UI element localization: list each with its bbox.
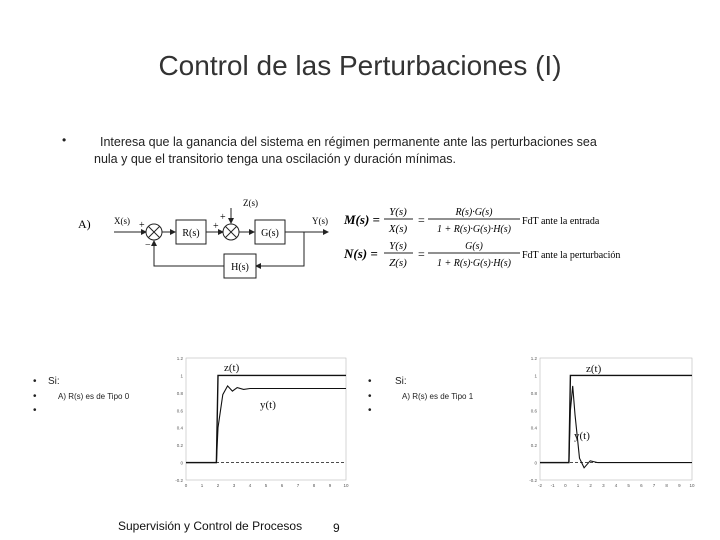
x-tick-label: 7 <box>652 483 656 488</box>
n-equals: = <box>418 247 425 261</box>
plot-frame <box>540 358 692 480</box>
x-tick-label: 3 <box>602 483 605 488</box>
diagram-label: A) <box>78 217 91 231</box>
x-tick-label: 1 <box>200 483 204 488</box>
n-lhs: N(s) = <box>344 246 378 261</box>
disturbance-label: Z(s) <box>243 198 258 208</box>
series-line-yt <box>186 386 346 463</box>
bullet-icon: • <box>33 405 37 416</box>
n-den1: Z(s) <box>389 257 407 269</box>
y-tick-label: 0.6 <box>530 408 537 414</box>
page-number: 9 <box>333 521 340 535</box>
x-tick-label: 1 <box>576 483 580 488</box>
intro-line-1: Interesa que la ganancia del sistema en régimen permanente ante las perturbaciones sea <box>100 135 597 149</box>
x-tick-label: 8 <box>665 483 668 488</box>
n-note: FdT ante la perturbación <box>522 250 621 261</box>
m-lhs: M(s) = <box>344 212 380 227</box>
footer-text: Supervisión y Control de Procesos <box>118 519 303 533</box>
intro-line-2: nula y que el transitorio tenga una oscilación y duración mínimas. <box>94 152 457 166</box>
x-tick-label: 7 <box>296 483 300 488</box>
x-tick-label: -2 <box>537 483 543 488</box>
response-chart-tipo1 <box>516 350 700 490</box>
block-g <box>255 220 285 244</box>
y-tick-label: 1.2 <box>530 356 537 361</box>
x-tick-label: 10 <box>689 483 695 488</box>
svg-text:R(s): R(s) <box>182 228 200 239</box>
block-diagram <box>70 190 340 290</box>
x-tick-label: 0 <box>564 483 567 488</box>
input-label: X(s) <box>114 216 130 226</box>
left-si-label: Si: <box>48 376 60 387</box>
sum1-minus: − <box>145 240 151 251</box>
summing-junction-2 <box>223 224 239 240</box>
plot-frame <box>186 358 346 480</box>
bullet-icon: • <box>368 391 372 402</box>
formula-m <box>343 206 600 235</box>
x-tick-label: 2 <box>216 483 220 488</box>
response-chart-tipo0 <box>168 350 354 490</box>
left-case-label: A) R(s) es de Tipo 0 <box>58 392 130 401</box>
svg-text:G(s): G(s) <box>261 228 279 239</box>
right-si-label: Si: <box>395 376 407 387</box>
block-h <box>224 254 256 278</box>
output-label: Y(s) <box>312 216 328 226</box>
series-line-zt <box>540 375 692 462</box>
series-label: z(t) <box>586 363 602 375</box>
x-tick-label: 5 <box>627 483 630 488</box>
sum2-plus-top: + <box>220 212 226 223</box>
y-tick-label: 0 <box>180 460 183 466</box>
series-label: y(t) <box>260 399 276 411</box>
x-tick-label: 9 <box>678 483 681 488</box>
summing-junction-1 <box>146 224 162 240</box>
m-den1: X(s) <box>388 223 408 235</box>
x-tick-label: 5 <box>264 483 268 488</box>
y-tick-label: -0.2 <box>175 478 183 483</box>
n-den2: 1 + R(s)·G(s)·H(s) <box>437 258 511 269</box>
m-den2: 1 + R(s)·G(s)·H(s) <box>437 224 511 235</box>
y-tick-label: 0.2 <box>530 443 537 449</box>
x-tick-label: 6 <box>280 483 284 488</box>
y-tick-label: 0.8 <box>176 390 183 396</box>
m-num1: Y(s) <box>389 206 407 218</box>
svg-text:H(s): H(s) <box>231 262 249 273</box>
y-tick-label: 1 <box>180 373 183 379</box>
block-r <box>176 220 206 244</box>
transfer-functions <box>340 200 640 276</box>
intro-text <box>94 134 684 168</box>
bullet-icon: • <box>368 376 372 387</box>
bullet-icon: • <box>33 391 37 402</box>
sum2-plus-left: + <box>213 221 219 232</box>
n-num1: Y(s) <box>389 240 407 252</box>
x-tick-label: 4 <box>248 483 252 488</box>
m-note: FdT ante la entrada <box>522 216 600 227</box>
m-equals: = <box>418 213 425 227</box>
y-tick-label: 0.6 <box>176 408 183 414</box>
x-tick-label: 4 <box>614 483 618 488</box>
formula-n <box>343 240 620 269</box>
y-tick-label: 1.2 <box>176 356 183 361</box>
y-tick-label: 0 <box>534 460 537 466</box>
y-tick-label: 0.4 <box>530 425 537 431</box>
series-line-yt <box>540 386 692 468</box>
x-tick-label: 0 <box>184 483 188 488</box>
y-tick-label: 0.8 <box>530 390 537 396</box>
slide-title: Control de las Perturbaciones (I) <box>158 50 562 81</box>
n-num2: G(s) <box>465 241 483 252</box>
x-tick-label: -1 <box>550 483 555 488</box>
y-tick-label: 0.2 <box>176 443 183 449</box>
series-label: y(t) <box>574 430 590 442</box>
sum1-plus: + <box>139 220 145 231</box>
bullet-icon: • <box>33 376 37 387</box>
x-tick-label: 10 <box>343 483 349 488</box>
bullet-icon: • <box>62 133 67 147</box>
y-tick-label: -0.2 <box>529 478 537 483</box>
right-case-label: A) R(s) es de Tipo 1 <box>402 392 474 401</box>
y-tick-label: 0.4 <box>176 425 183 431</box>
x-tick-label: 3 <box>232 483 236 488</box>
x-tick-label: 9 <box>328 483 332 488</box>
series-label: z(t) <box>224 362 240 374</box>
y-tick-label: 1 <box>534 373 537 379</box>
bullet-icon: • <box>368 405 372 416</box>
x-tick-label: 2 <box>589 483 592 488</box>
m-num2: R(s)·G(s) <box>455 207 493 218</box>
x-tick-label: 8 <box>312 483 316 488</box>
x-tick-label: 6 <box>640 483 643 488</box>
